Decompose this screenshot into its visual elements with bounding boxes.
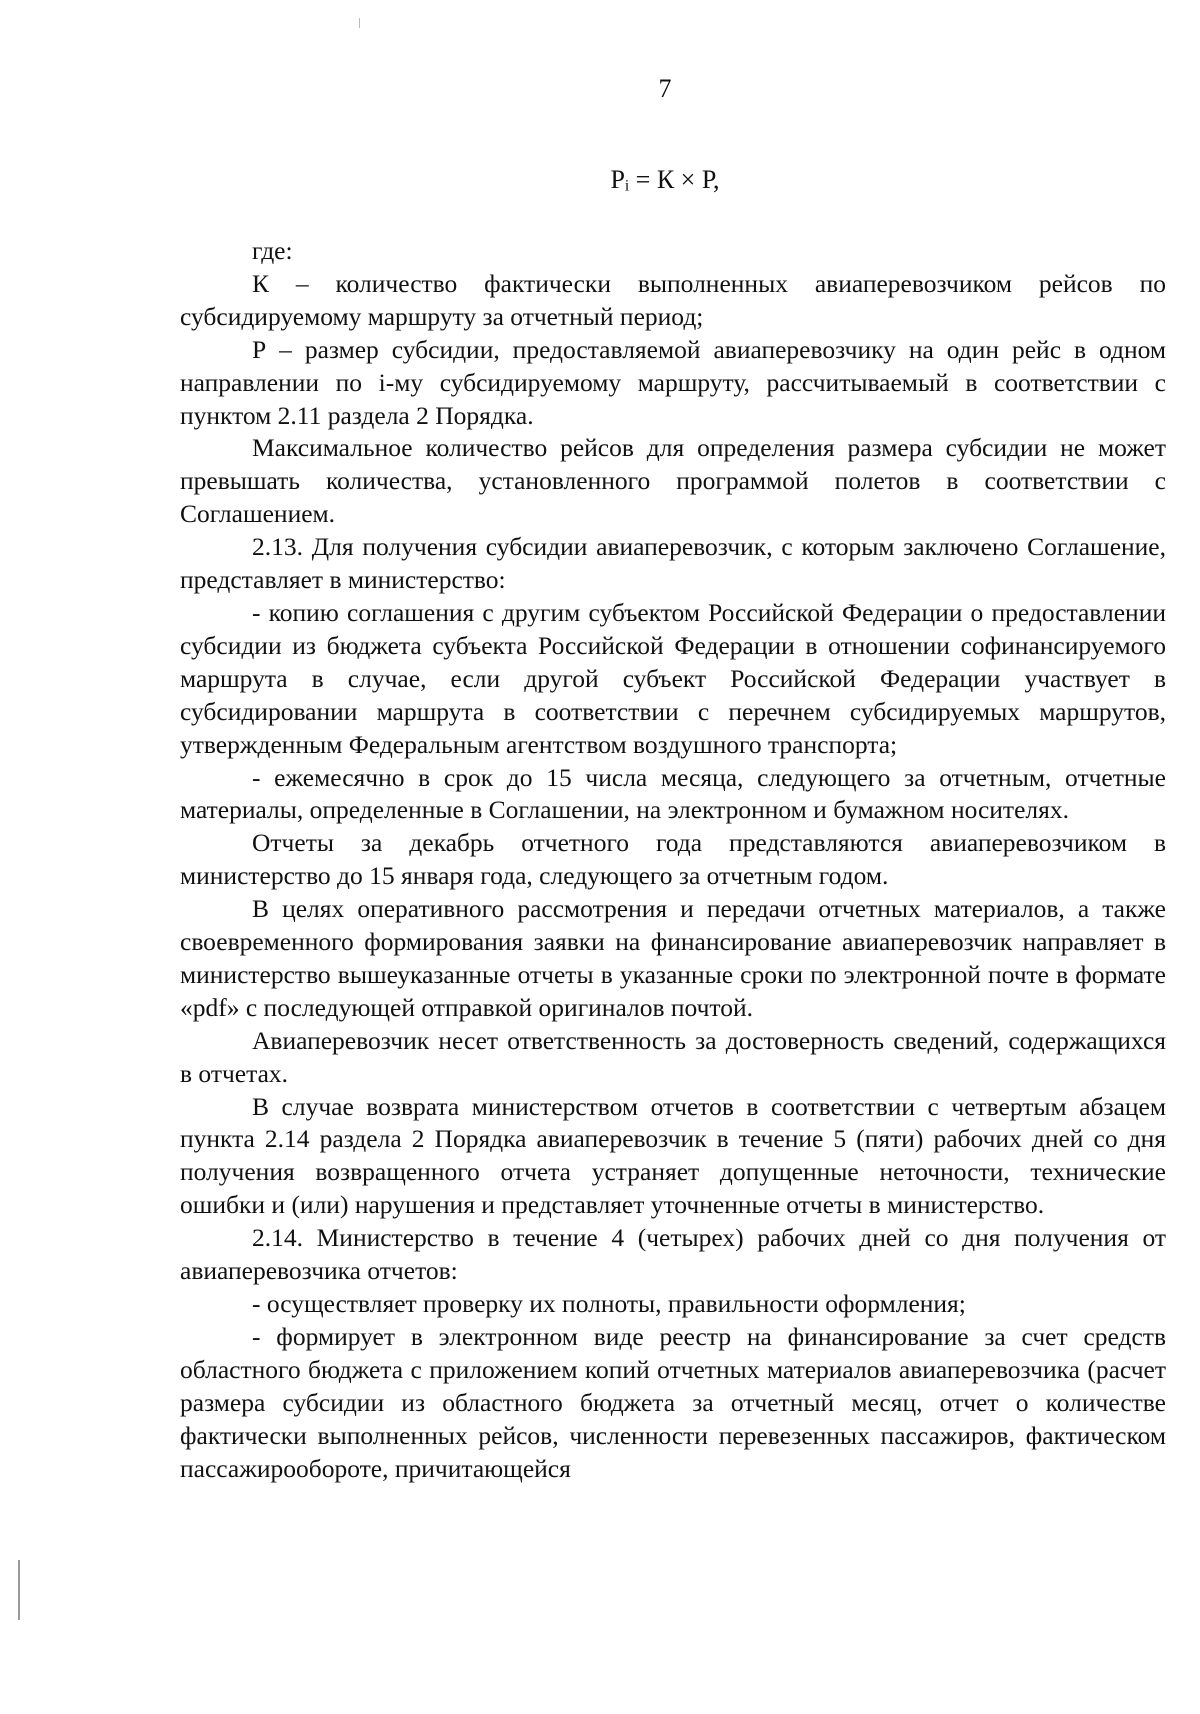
paragraph-max-flights: Максимальное количество рейсов для определения размера субсидии не может превышать количества, установленного программой полетов в соответствии с Соглашением. (180, 433, 1166, 529)
paragraph-responsibility: Авиаперевозчик несет ответственность за достоверность сведений, содержащихся в отчетах. (180, 1025, 1166, 1088)
document-body (180, 235, 1166, 1485)
paragraph-return-reports: В случае возврата министерством отчетов в соответствии с четвертым абзацем пункта 2.14 раздела 2 Порядка авиаперевозчик в течение 5 (пяти) рабочих дней со дня получения возвращенного отчета устраняет допущенные неточности, технические ошибки и (или) нарушения и представляет уточненные отчеты в министерство. (180, 1091, 1166, 1220)
paragraph-monthly-reports: - ежемесячно в срок до 15 числа месяца, следующего за отчетным, отчетные материалы, определенные в Соглашении, на электронном и бумажном носителях. (180, 762, 1166, 825)
paragraph-operational-review: В целях оперативного рассмотрения и передачи отчетных материалов, а также своевременного формирования заявки на финансирование авиаперевозчик направляет в министерство вышеуказанные отчеты в указанные сроки по электронной почте в формате «pdf» с последующей отправкой оригиналов почтой. (180, 894, 1166, 1022)
page-number: 7 (658, 74, 672, 103)
paragraph-k-definition: К – количество фактически выполненных авиаперевозчиком рейсов по субсидируемому маршруту за отчетный период; (180, 268, 1166, 331)
scan-artifact-top (359, 18, 360, 28)
paragraph-2-13: 2.13. Для получения субсидии авиаперевозчик, с которым заключено Соглашение, представляет в министерство: (180, 532, 1166, 595)
paragraph-where: где: (252, 236, 293, 265)
paragraph-copy-agreement: - копию соглашения с другим субъектом Российской Федерации о предоставлении субсидии из бюджета субъекта Российской Федерации в отношении софинансируемого маршрута в случае, если другой субъект Российской Федерации участвует в субсидировании маршрута в соответствии с перечнем субсидируемых маршрутов, утвержденным Федеральным агентством воздушного транспорта; (180, 597, 1166, 759)
paragraph-2-14: 2.14. Министерство в течение 4 (четырех) рабочих дней со дня получения от авиаперевозчика отчетов: (180, 1223, 1166, 1286)
formula: Pᵢ = К × Р, (610, 165, 720, 194)
paragraph-verification: - осуществляет проверку их полноты, правильности оформления; (252, 1289, 966, 1318)
paragraph-december-reports: Отчеты за декабрь отчетного года представляются авиаперевозчиком в министерство до 15 января года, следующего за отчетным годом. (180, 828, 1166, 891)
paragraph-p-definition: Р – размер субсидии, предоставляемой авиаперевозчику на один рейс в одном направлении по i-му субсидируемому маршруту, рассчитываемый в соответствии с пунктом 2.11 раздела 2 Порядка. (180, 334, 1166, 430)
scan-artifact-left-edge (18, 1560, 20, 1620)
paragraph-registry: - формирует в электронном виде реестр на финансирование за счет средств областного бюджета с приложением копий отчетных материалов авиаперевозчика (расчет размера субсидии из областного бюджета за отчетный месяц, отчет о количестве фактически выполненных рейсов, численности перевезенных пассажиров, фактическом пассажирообороте, причитающейся (180, 1321, 1166, 1483)
